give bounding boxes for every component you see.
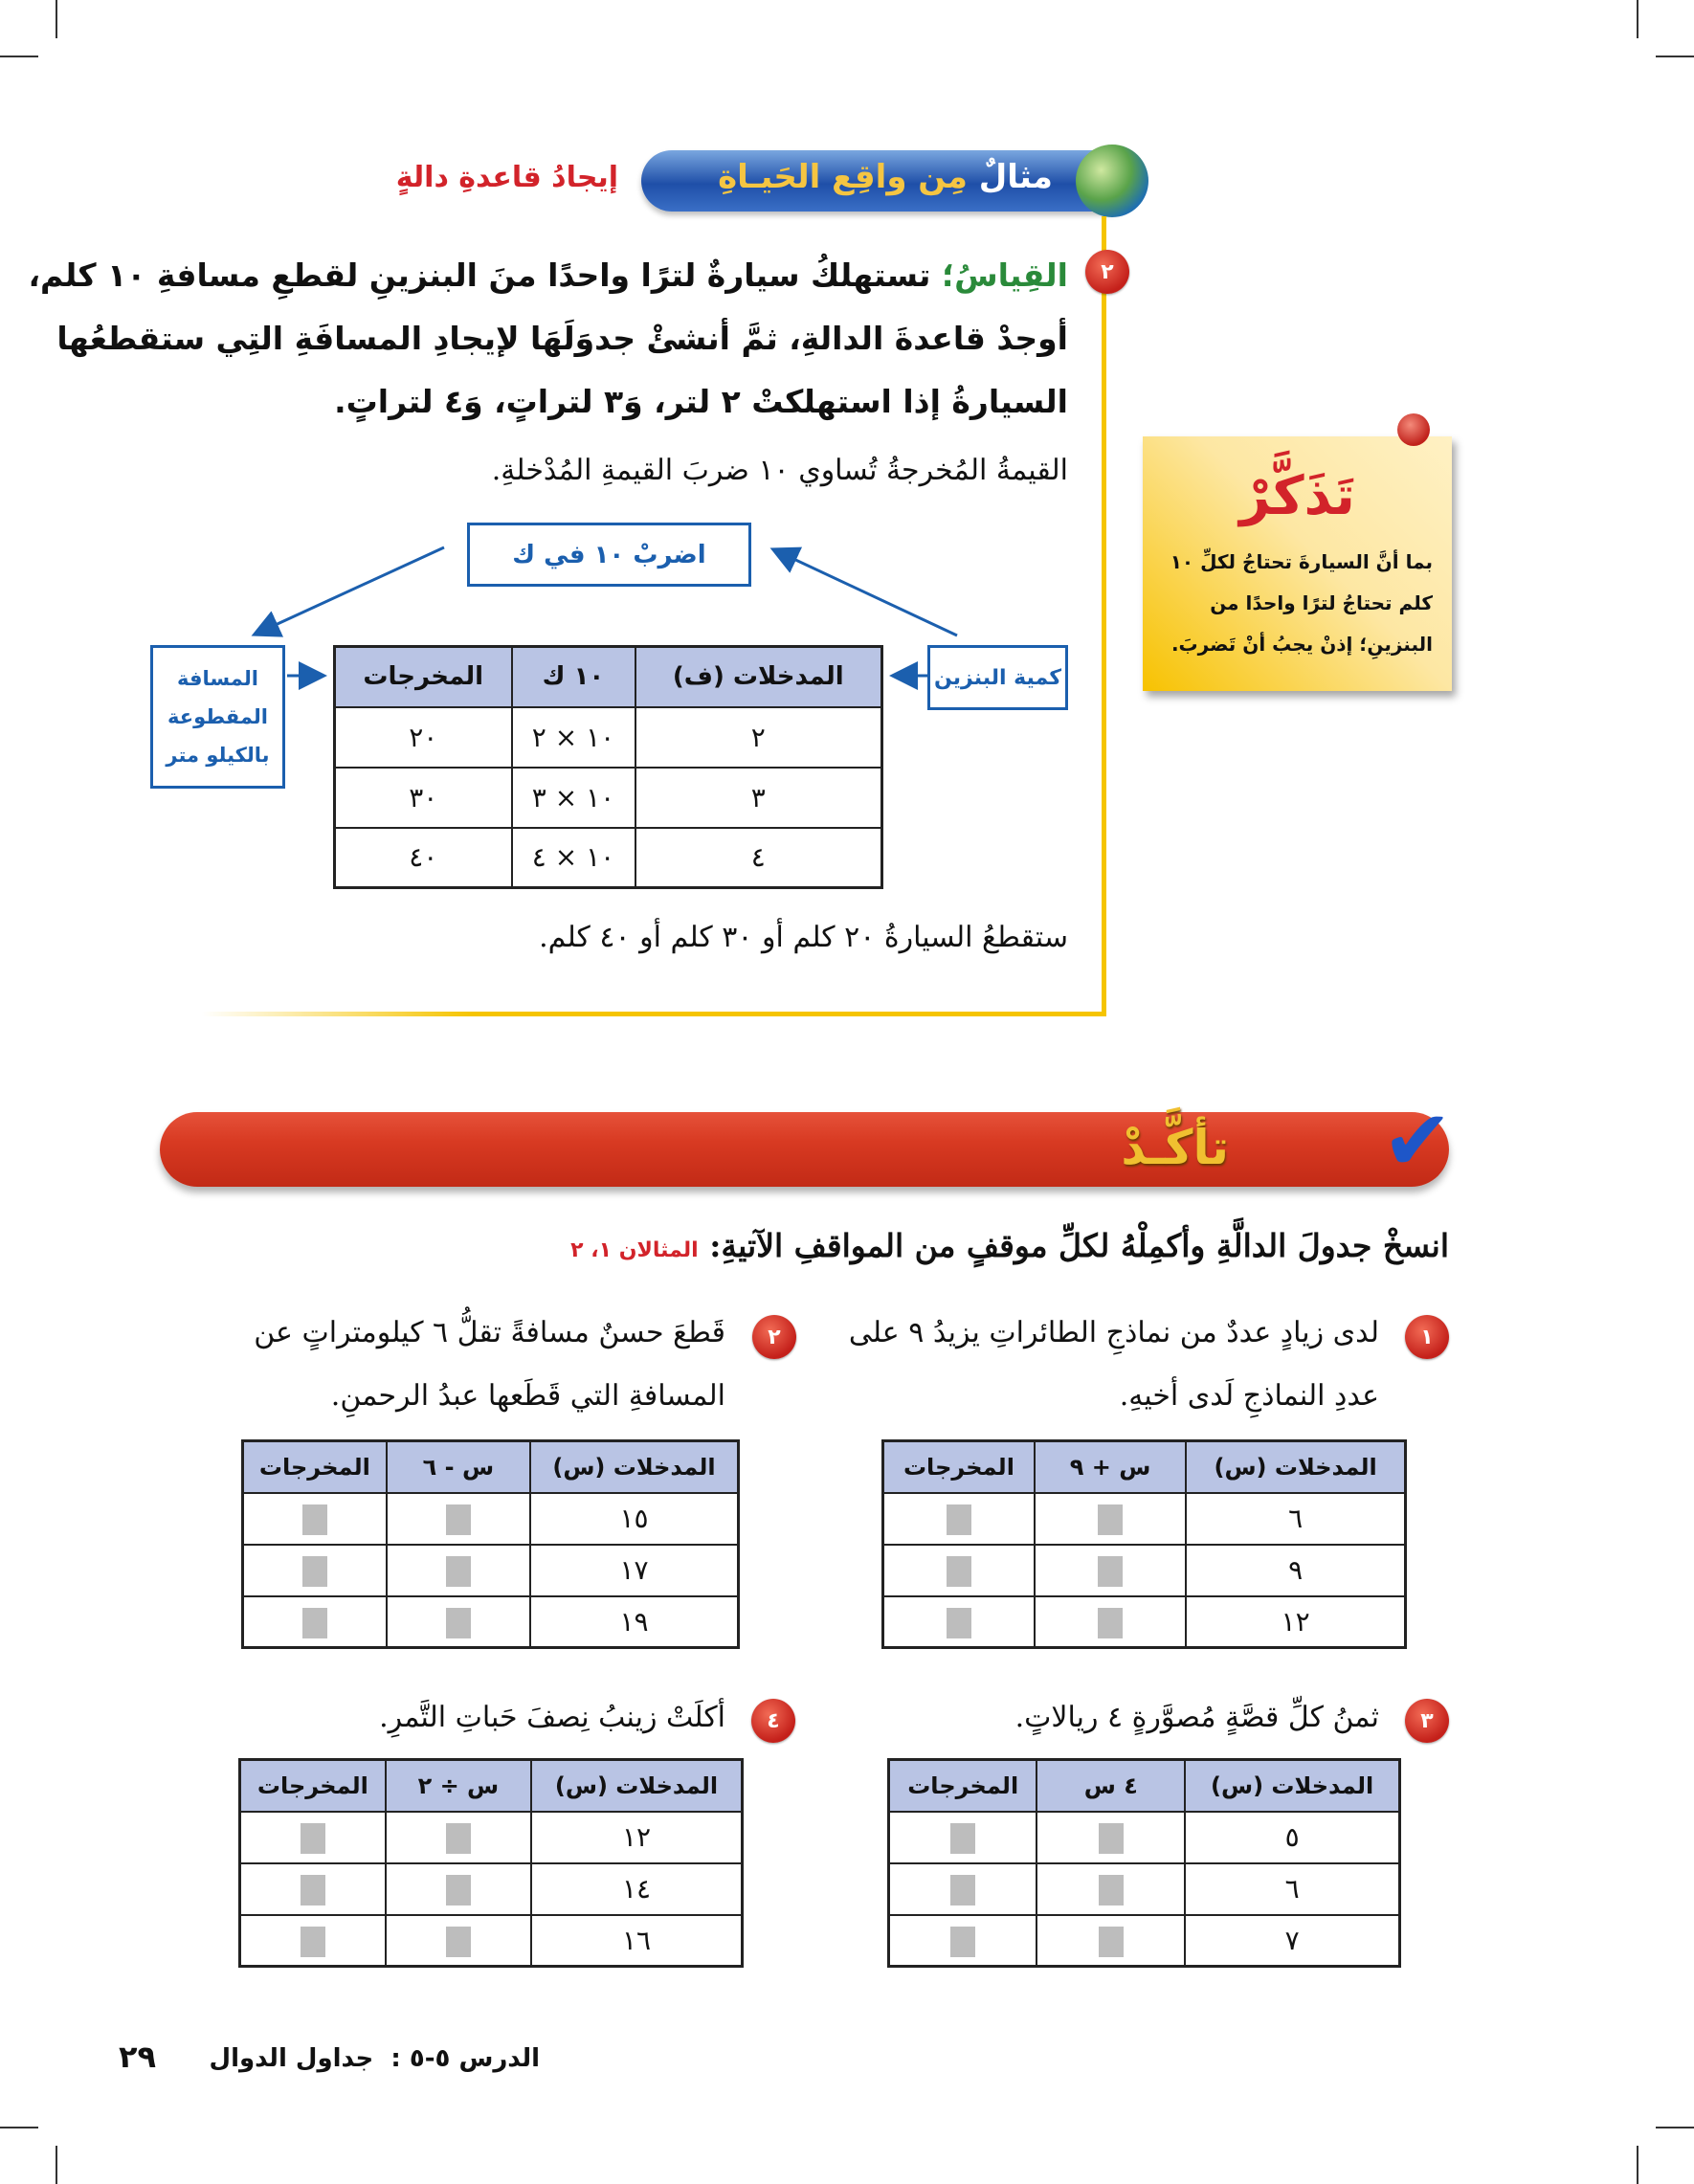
output-label-box: المسافة المقطوعة بالكيلو متر bbox=[150, 645, 285, 789]
example-line3: السيارةُ إذا استهلكتْ ٢ لتر، وَ٣ لتراتٍ، وَ٤ لتراتٍ. bbox=[334, 383, 1068, 420]
example-function-table bbox=[333, 645, 883, 889]
problem-number-badge: ٢ bbox=[752, 1315, 796, 1359]
answer-placeholder bbox=[1099, 1823, 1124, 1854]
table-cell: ١٠ × ٤ bbox=[512, 828, 635, 888]
crop-mark bbox=[1656, 2127, 1694, 2128]
answer-cell bbox=[1036, 1915, 1185, 1967]
answer-cell bbox=[240, 1915, 386, 1967]
table-header: المدخلات (س) bbox=[530, 1441, 739, 1493]
page-number: ٢٩ bbox=[119, 2039, 157, 2075]
table-header: ١٠ ك bbox=[512, 647, 635, 707]
answer-cell bbox=[1035, 1545, 1186, 1596]
answer-cell bbox=[243, 1493, 387, 1545]
table-cell: ١٦ bbox=[531, 1915, 743, 1967]
answer-placeholder bbox=[446, 1875, 471, 1905]
check-title: تأكَّـدْ bbox=[1121, 1120, 1229, 1175]
table-row bbox=[243, 1545, 739, 1596]
check-banner bbox=[160, 1091, 1453, 1190]
answer-placeholder bbox=[301, 1927, 325, 1957]
answer-placeholder bbox=[947, 1556, 971, 1587]
table-header: ٤ س bbox=[1036, 1760, 1185, 1812]
answer-cell bbox=[243, 1545, 387, 1596]
problem-text: أكلَتْ زينبُ نِصفَ حَباتِ التَّمرِ. bbox=[379, 1701, 725, 1734]
table-header: المدخلات (س) bbox=[1186, 1441, 1405, 1493]
table-cell: ١٠ × ٣ bbox=[512, 768, 635, 828]
answer-cell bbox=[387, 1493, 530, 1545]
table-header: المخرجات bbox=[240, 1760, 386, 1812]
crop-mark bbox=[56, 2146, 57, 2184]
table-header: المدخلات (ف) bbox=[635, 647, 882, 707]
arrow-to-rule bbox=[775, 550, 957, 635]
table-row bbox=[335, 707, 882, 768]
banner-title-part1: مثالٌ bbox=[967, 158, 1053, 196]
answer-placeholder bbox=[950, 1875, 975, 1905]
table-row bbox=[243, 1596, 739, 1648]
answer-placeholder bbox=[446, 1504, 471, 1535]
table-row bbox=[240, 1812, 743, 1863]
example-label: القِياسُ؛ bbox=[941, 256, 1068, 294]
table-cell: ١٢ bbox=[1186, 1596, 1405, 1648]
example-line2: أوجدْ قاعدةَ الدالةِ، ثمَّ أنشئْ جدوَلَهَا لإيجادِ المسافَةِ التِي ستقطعُها bbox=[56, 320, 1068, 357]
banner-title-part2: مِن واقِع الحَيـاةِ bbox=[718, 158, 968, 196]
remember-text: بما أنَّ السيارةَ تحتاجُ لكلِّ ١٠ كلم تحتاجُ لترًا واحدًا من البنزينِ؛ إذنْ يجبُ أنْ تَضربَ. bbox=[1170, 550, 1433, 656]
table-row bbox=[889, 1915, 1400, 1967]
remember-note bbox=[1143, 436, 1452, 691]
table-row bbox=[240, 1863, 743, 1915]
problem-table bbox=[881, 1439, 1407, 1649]
section-subtitle: إيجادُ قاعدةِ دالةٍ bbox=[395, 161, 618, 194]
answer-placeholder bbox=[1098, 1556, 1123, 1587]
answer-placeholder bbox=[302, 1556, 327, 1587]
table-row bbox=[335, 768, 882, 828]
example-line1: تستهلكُ سيارةٌ لترًا واحدًا منَ البنزينِ لقطعِ مسافةِ ١٠ كلم، bbox=[28, 256, 942, 294]
footer-lesson: الدرس ٥-٥ : جداول الدوال bbox=[209, 2044, 540, 2073]
answer-placeholder bbox=[1099, 1927, 1124, 1957]
table-cell: ٢٠ bbox=[335, 707, 512, 768]
example-conclusion: ستقطعُ السيارةُ ٢٠ كلم أو ٣٠ كلم أو ٤٠ كلم. bbox=[539, 921, 1068, 954]
answer-cell bbox=[387, 1545, 530, 1596]
answer-cell bbox=[386, 1863, 531, 1915]
table-header: المدخلات (س) bbox=[531, 1760, 743, 1812]
pushpin-icon bbox=[1397, 413, 1430, 446]
table-row bbox=[335, 828, 882, 888]
answer-cell bbox=[243, 1596, 387, 1648]
answer-cell bbox=[240, 1863, 386, 1915]
table-cell: ٥ bbox=[1185, 1812, 1399, 1863]
table-cell: ٢ bbox=[635, 707, 882, 768]
table-header: س ÷ ٢ bbox=[386, 1760, 531, 1812]
remember-title: تَذَكَّرْ bbox=[1239, 465, 1355, 527]
table-cell: ١٢ bbox=[531, 1812, 743, 1863]
answer-placeholder bbox=[947, 1608, 971, 1638]
table-header: س + ٩ bbox=[1035, 1441, 1186, 1493]
table-header: المخرجات bbox=[243, 1441, 387, 1493]
answer-cell bbox=[1036, 1812, 1185, 1863]
input-label-box: كمية البنزين bbox=[927, 645, 1068, 710]
problem-number-badge: ٤ bbox=[751, 1699, 795, 1743]
table-cell: ٦ bbox=[1185, 1863, 1399, 1915]
problem-table bbox=[241, 1439, 740, 1649]
example-number-badge: ٢ bbox=[1085, 250, 1129, 294]
example-border-bottom bbox=[202, 1012, 1106, 1016]
table-header: المدخلات (س) bbox=[1185, 1760, 1399, 1812]
table-row bbox=[889, 1812, 1400, 1863]
table-cell: ٩ bbox=[1186, 1545, 1405, 1596]
instruction-text: انسخْ جدولَ الدالَّةِ وأكمِلْهُ لكلِّ موقفٍ من المواقفِ الآتيةِ: bbox=[698, 1227, 1449, 1264]
rule-box: اضربْ ١٠ في ك bbox=[467, 523, 751, 587]
answer-placeholder bbox=[950, 1927, 975, 1957]
answer-placeholder bbox=[446, 1556, 471, 1587]
table-cell: ١٤ bbox=[531, 1863, 743, 1915]
answer-cell bbox=[889, 1863, 1037, 1915]
answer-cell bbox=[883, 1493, 1035, 1545]
answer-placeholder bbox=[302, 1608, 327, 1638]
crop-mark bbox=[0, 2127, 38, 2128]
answer-cell bbox=[1035, 1493, 1186, 1545]
answer-cell bbox=[889, 1915, 1037, 1967]
problem-table bbox=[887, 1758, 1401, 1968]
answer-placeholder bbox=[1099, 1875, 1124, 1905]
answer-placeholder bbox=[302, 1504, 327, 1535]
table-cell: ٤٠ bbox=[335, 828, 512, 888]
table-cell: ١٧ bbox=[530, 1545, 739, 1596]
table-cell: ١٠ × ٢ bbox=[512, 707, 635, 768]
table-row bbox=[883, 1596, 1406, 1648]
answer-placeholder bbox=[1098, 1504, 1123, 1535]
problem-number-badge: ١ bbox=[1405, 1315, 1449, 1359]
answer-cell bbox=[883, 1596, 1035, 1648]
answer-cell bbox=[1036, 1863, 1185, 1915]
problem-number-badge: ٣ bbox=[1405, 1699, 1449, 1743]
answer-cell bbox=[1035, 1596, 1186, 1648]
table-row bbox=[240, 1915, 743, 1967]
answer-cell bbox=[889, 1812, 1037, 1863]
answer-placeholder bbox=[446, 1823, 471, 1854]
answer-placeholder bbox=[1098, 1608, 1123, 1638]
table-cell: ٣٠ bbox=[335, 768, 512, 828]
table-cell: ١٥ bbox=[530, 1493, 739, 1545]
rule-statement: القيمةُ المُخرجةُ تُساوي ١٠ ضربَ القيمةِ المُدْخلةِ. bbox=[491, 454, 1068, 487]
answer-cell bbox=[386, 1915, 531, 1967]
table-cell: ١٩ bbox=[530, 1596, 739, 1648]
answer-placeholder bbox=[950, 1823, 975, 1854]
arrow-to-output bbox=[256, 547, 444, 634]
table-header: المخرجات bbox=[335, 647, 512, 707]
problem-text: قَطعَ حسنٌ مسافةً تقلُّ ٦ كيلومتراتٍ عن المسافةِ التي قَطَعها عبدُ الرحمنِ. bbox=[254, 1316, 725, 1413]
table-header: المخرجات bbox=[883, 1441, 1035, 1493]
table-row bbox=[243, 1493, 739, 1545]
crop-mark bbox=[1637, 2146, 1638, 2184]
check-instruction bbox=[205, 1227, 1449, 1264]
answer-cell bbox=[240, 1812, 386, 1863]
example-reference: المثالان ١، ٢ bbox=[570, 1238, 699, 1262]
table-cell: ٦ bbox=[1186, 1493, 1405, 1545]
answer-cell bbox=[883, 1545, 1035, 1596]
table-cell: ٤ bbox=[635, 828, 882, 888]
table-header: المخرجات bbox=[889, 1760, 1037, 1812]
table-row bbox=[883, 1493, 1406, 1545]
table-cell: ٧ bbox=[1185, 1915, 1399, 1967]
answer-placeholder bbox=[947, 1504, 971, 1535]
answer-placeholder bbox=[446, 1927, 471, 1957]
problem-text: ثمنُ كلِّ قصَّةٍ مُصوَّرةٍ ٤ ريالاتٍ. bbox=[1014, 1701, 1379, 1734]
answer-cell bbox=[387, 1596, 530, 1648]
problem-table bbox=[238, 1758, 744, 1968]
answer-placeholder bbox=[301, 1875, 325, 1905]
table-header: س - ٦ bbox=[387, 1441, 530, 1493]
problem-text: لدى زيادٍ عددٌ من نماذجِ الطائراتِ يزيدُ ٩ على عددِ النماذجِ لَدى أخيهِ. bbox=[848, 1316, 1379, 1413]
table-cell: ٣ bbox=[635, 768, 882, 828]
answer-placeholder bbox=[446, 1608, 471, 1638]
answer-placeholder bbox=[301, 1823, 325, 1854]
answer-cell bbox=[386, 1812, 531, 1863]
checkmark-icon: ✔ bbox=[1382, 1091, 1453, 1190]
table-row bbox=[883, 1545, 1406, 1596]
table-row bbox=[889, 1863, 1400, 1915]
